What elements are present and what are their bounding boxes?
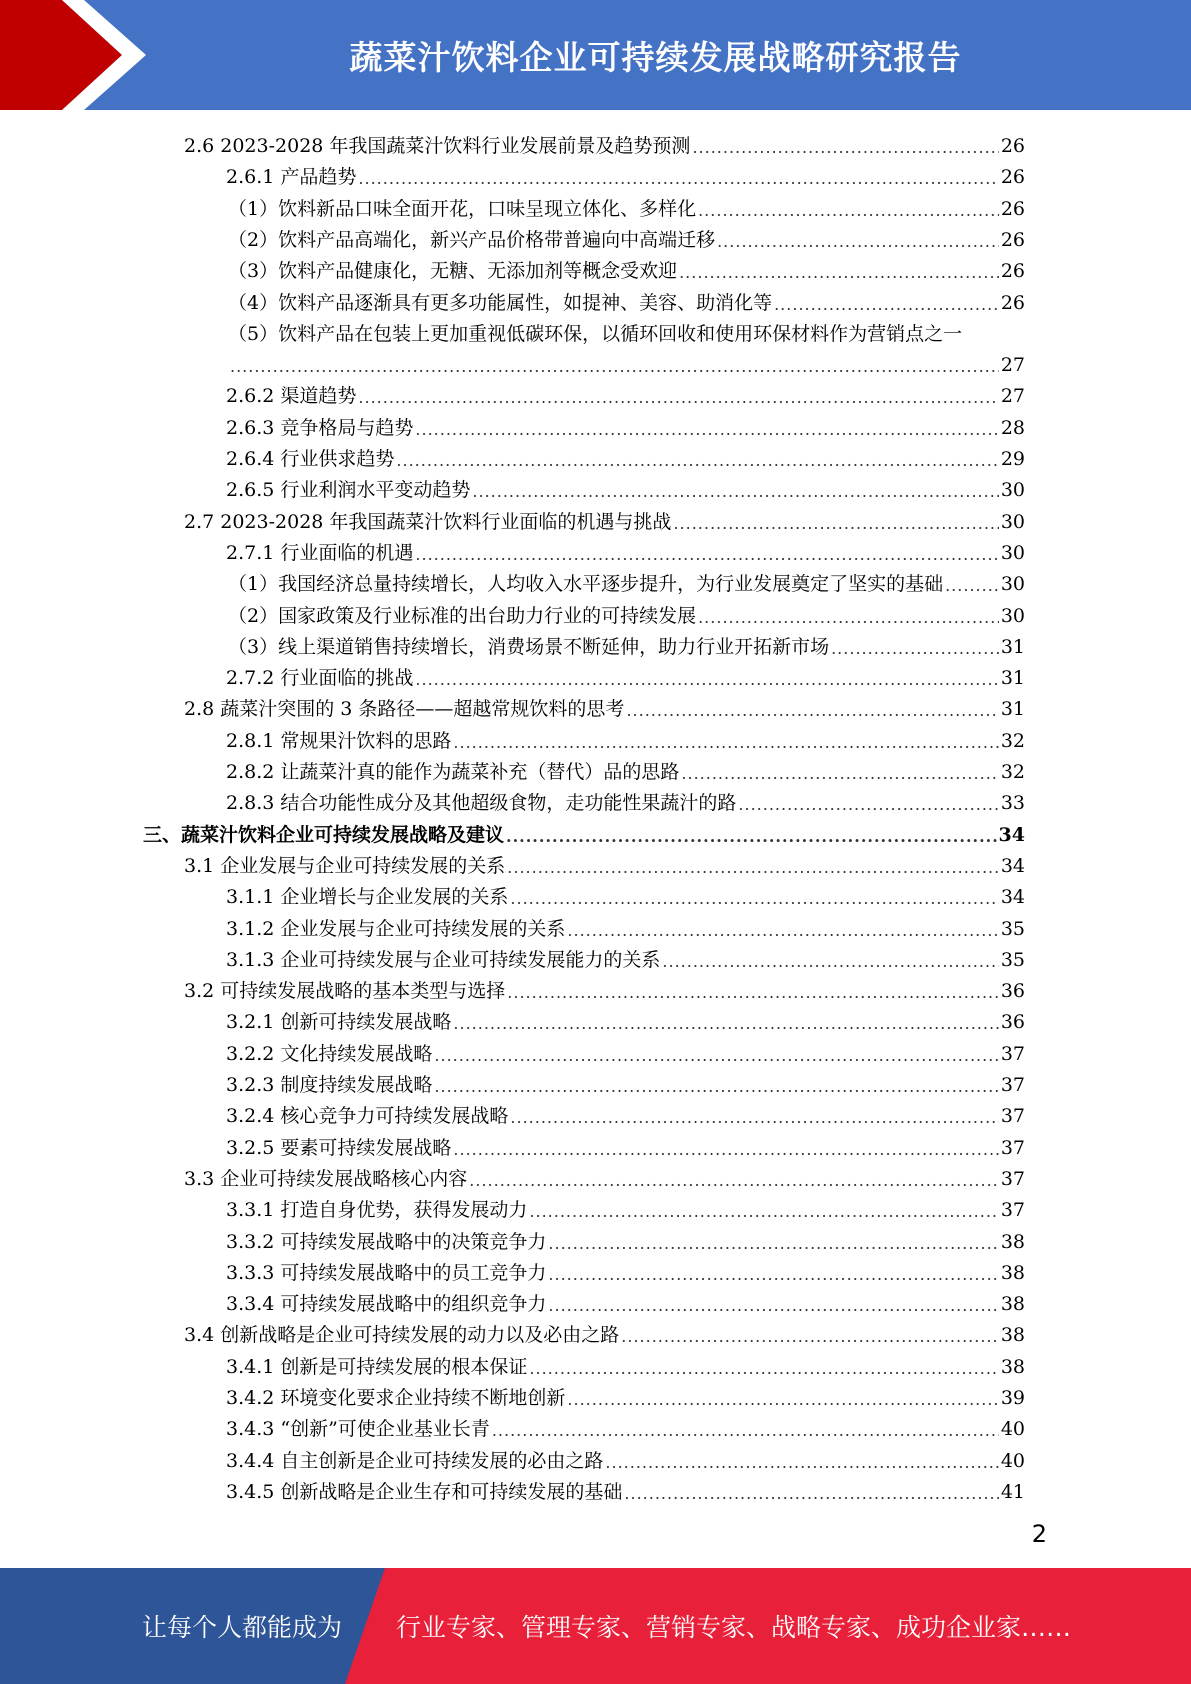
toc-entry-page: 35 [1000,948,1025,971]
page-header [0,0,1191,110]
toc-entry [184,127,1025,158]
toc-entry-page: 35 [1000,917,1025,940]
toc-dot-leader [548,1262,998,1284]
toc-entry-title: 3.4.3 “创新”可使企业基业长青 [226,1418,490,1441]
toc-dot-leader [358,166,998,188]
toc-entry-title: 2.6.5 行业利润水平变动趋势 [226,479,471,502]
toc-dot-leader [358,385,998,407]
toc-entry [226,753,1025,784]
toc-entry [226,1348,1025,1379]
toc-entry-page: 28 [1000,416,1025,439]
toc-entry-page: 26 [1000,228,1025,251]
toc-dot-leader [434,1043,998,1065]
toc-dot-leader [453,1011,998,1033]
toc-entry-title: （2）饮料产品高端化，新兴产品价格带普遍向中高端迁移 [228,228,716,251]
toc-dot-leader [548,1293,998,1315]
toc-entry [143,816,1025,847]
page-footer [0,1568,1191,1684]
toc-entry-title: 3.2.2 文化持续发展战略 [226,1042,433,1065]
toc-entry-page: 38 [1000,1324,1025,1347]
toc-dot-leader [506,824,997,846]
toc-entry [226,1003,1025,1034]
toc-dot-leader [415,417,998,439]
toc-entry-page: 30 [1000,541,1025,564]
toc-entry-title: （3）饮料产品健康化，无糖、无添加剂等概念受欢迎 [228,260,678,283]
toc-dot-leader [469,1168,999,1190]
toc-entry-page: 26 [1000,135,1025,157]
toc-dot-leader [507,980,999,1002]
toc-entry [226,1254,1025,1285]
toc-entry-page: 37 [1000,1074,1025,1096]
toc-entry-title: 3.3.1 打造自身优势，获得发展动力 [226,1199,528,1222]
toc-dot-leader [434,1074,998,1096]
toc-entry-page: 26 [1000,260,1025,283]
toc-entry-page: 38 [1000,1355,1025,1378]
toc-entry-page: 37 [1000,1136,1025,1159]
toc-entry-title: 3.4.2 环境变化要求企业持续不断地创新 [226,1387,566,1409]
toc-entry [226,1035,1025,1066]
toc-entry-title: 2.6.3 竞争格局与趋势 [226,416,414,439]
toc-entry-page: 30 [1000,479,1025,502]
toc-dot-leader [945,573,999,595]
toc-entry-title: 2.8 蔬菜汁突围的 3 条路径——超越常规饮料的思考 [184,698,625,721]
toc-entry-title: 2.6.4 行业供求趋势 [226,448,395,470]
toc-dot-leader [698,198,999,220]
toc-entry [228,628,1025,659]
toc-entry-title: 3.2.4 核心竞争力可持续发展战略 [226,1105,509,1128]
toc-entry-title: （3）线上渠道销售持续增长，消费场景不断延伸，助力行业开拓新市场 [228,635,830,658]
toc-entry [226,1223,1025,1254]
toc-entry-page: 37 [1000,1042,1025,1065]
toc-entry-page: 38 [1000,1261,1025,1284]
toc-entry-page: 36 [1000,1011,1025,1034]
toc-entry-page: 37 [1000,1199,1025,1222]
toc-dot-leader [472,479,998,501]
toc-entry-title: 3.1.2 企业发展与企业可持续发展的关系 [226,917,566,940]
toc-entry-title: 2.7 2023-2028 年我国蔬菜汁饮料行业面临的机遇与挑战 [184,510,672,533]
toc-dot-leader [415,667,998,689]
toc-dot-leader [453,730,998,752]
toc-dot-leader [230,354,999,376]
toc-entry-page: 38 [1000,1230,1025,1253]
toc-dot-leader [492,1418,999,1440]
toc-entry-page: 30 [1000,510,1025,533]
toc-entry [228,597,1025,628]
page-number: 2 [1031,1520,1047,1548]
toc-entry-page: 32 [1000,761,1025,783]
report-title: 蔬菜汁饮料企业可持续发展战略研究报告 [349,37,962,77]
toc-entry-title: 2.8.1 常规果汁饮料的思路 [226,729,452,752]
toc-dot-leader [548,1231,998,1253]
toc-entry [226,377,1025,408]
toc-dot-leader [567,918,998,940]
toc-entry [226,1066,1025,1097]
toc-entry-page: 34 [1000,886,1025,909]
toc-entry-page: 37 [1000,1105,1025,1128]
toc-dot-leader [717,229,999,251]
header-arrow-decoration [0,0,170,110]
toc-entry-title: 2.6.2 渠道趋势 [226,385,357,408]
toc-dot-leader [529,1199,998,1221]
toc-entry-title: （2）国家政策及行业标准的出台助力行业的可持续发展 [228,604,697,627]
toc-entry-page: 37 [1000,1167,1025,1190]
toc-dot-leader [738,792,998,814]
toc-entry [226,878,1025,909]
toc-entry-page: 31 [1000,635,1025,658]
toc-entry [226,1473,1025,1504]
toc-entry-page: 36 [1000,980,1025,1003]
toc-dot-leader [453,1137,998,1159]
toc-entry [228,221,1025,252]
toc-entry-page: 26 [1000,291,1025,314]
toc-entry [228,346,1025,377]
toc-entry-page: 27 [1000,385,1025,408]
toc-dot-leader [831,636,999,658]
toc-entry-page: 31 [1000,698,1025,721]
toc-entry-title: 2.8.2 让蔬菜汁真的能作为蔬菜补充（替代）品的思路 [226,761,680,783]
toc-entry-title: 3.4 创新战略是企业可持续发展的动力以及必由之路 [184,1324,620,1347]
toc-dot-leader [415,542,998,564]
toc-entry-title: 2.7.2 行业面临的挑战 [226,667,414,690]
toc-entry [226,1442,1025,1473]
toc-entry [184,690,1025,721]
toc-entry-title: （5）饮料产品在包装上更加重视低碳环保，以循环回收和使用环保材料作为营销点之一 [228,322,963,345]
toc-entry [228,315,1041,346]
toc-entry-title: 3.1 企业发展与企业可持续发展的关系 [184,854,506,877]
footer-slogan-left: 让每个人都能成为 [142,1613,343,1642]
toc-entry [226,471,1025,502]
toc-dot-leader [624,1481,998,1503]
toc-entry [226,722,1025,753]
toc-entry-title: 2.6 2023-2028 年我国蔬菜汁饮料行业发展前景及趋势预测 [184,135,691,157]
toc-entry-title: （1）饮料新品口味全面开花，口味呈现立体化、多样化 [228,197,697,220]
toc-dot-leader [510,1105,998,1127]
toc-entry-title: 3.4.5 创新战略是企业生存和可持续发展的基础 [226,1480,623,1503]
toc-entry-page: 26 [1000,197,1025,220]
toc-entry-title: （4）饮料产品逐渐具有更多功能属性，如提神、美容、助消化等 [228,291,773,314]
toc-entry [228,252,1025,283]
toc-entry-page: 33 [1000,792,1025,815]
toc-entry [226,1410,1025,1441]
toc-entry [184,503,1025,534]
toc-entry-page: 40 [1000,1449,1025,1472]
toc-dot-leader [626,698,998,720]
toc-entry-title: 3.1.1 企业增长与企业发展的关系 [226,886,509,909]
toc-dot-leader [681,761,998,783]
toc-entry [228,565,1025,596]
toc-entry-title: 3.3.4 可持续发展战略中的组织竞争力 [226,1293,547,1316]
toc-entry-page: 27 [1000,354,1025,377]
toc-entry [184,847,1025,878]
toc-entry [226,440,1025,471]
toc-entry [184,1160,1025,1191]
toc-entry [226,1379,1025,1410]
toc-entry-page: 38 [1000,1293,1025,1316]
toc-entry-title: 3.4.1 创新是可持续发展的根本保证 [226,1355,528,1378]
toc-entry-title: 2.8.3 结合功能性成分及其他超级食物，走功能性果蔬汁的路 [226,792,737,815]
toc-dot-leader [510,886,998,908]
toc-dot-leader [774,292,999,314]
toc-dot-leader [605,1450,998,1472]
toc-entry [226,158,1025,189]
toc-entry-page: 40 [1000,1418,1025,1441]
toc-entry-title: 3.3.3 可持续发展战略中的员工竞争力 [226,1261,547,1284]
toc-entry-title: 3.2.3 制度持续发展战略 [226,1074,433,1096]
toc-entry [184,1316,1025,1347]
toc-entry-title: 3.2.5 要素可持续发展战略 [226,1136,452,1159]
toc-entry-page: 34 [1000,854,1025,877]
toc-dot-leader [698,605,999,627]
toc-entry [228,284,1025,315]
toc-entry-page: 32 [1000,729,1025,752]
toc-entry [226,784,1025,815]
toc-dot-leader [567,1387,998,1409]
toc-entry-title: 3.3 企业可持续发展战略核心内容 [184,1167,468,1190]
toc-entry-page: 31 [1000,667,1025,690]
toc-entry-page: 30 [1000,573,1025,596]
toc-dot-leader [507,855,999,877]
toc-entry [184,972,1025,1003]
toc-dot-leader [662,949,998,971]
toc-entry-title: 2.7.1 行业面临的机遇 [226,541,414,564]
toc-dot-leader [621,1324,999,1346]
toc-entry [226,409,1025,440]
toc-entry [226,659,1025,690]
toc-dot-leader [673,511,998,533]
toc-entry [226,1129,1025,1160]
toc-entry-page: 29 [1000,448,1025,470]
toc-dot-leader [679,260,999,282]
toc-entry-title: 3.2 可持续发展战略的基本类型与选择 [184,980,506,1003]
toc-entry-title: 3.4.4 自主创新是企业可持续发展的必由之路 [226,1449,604,1472]
toc-dot-leader [396,448,998,470]
toc-entry-page: 39 [1000,1387,1025,1409]
toc-entry-title: 3.2.1 创新可持续发展战略 [226,1011,452,1034]
toc-entry-page: 30 [1000,604,1025,627]
toc-entry-page: 41 [1000,1480,1025,1503]
toc-entry [228,190,1025,221]
toc-entry-title: 2.6.1 产品趋势 [226,166,357,189]
toc-entry-page: 34 [998,823,1025,846]
toc-entry-title: 3.3.2 可持续发展战略中的决策竞争力 [226,1230,547,1253]
toc-entry [226,1097,1025,1128]
toc-entry [226,910,1025,941]
toc-entry-title: 3.1.3 企业可持续发展与企业可持续发展能力的关系 [226,948,661,971]
toc-dot-leader [692,135,998,157]
toc-entry [226,1285,1025,1316]
toc-entry [226,534,1025,565]
toc-entry-page: 26 [1000,166,1025,189]
toc-entry [226,1191,1025,1222]
toc-entry [226,941,1025,972]
toc-entry-title: （1）我国经济总量持续增长，人均收入水平逐步提升，为行业发展奠定了坚实的基础 [228,573,944,596]
toc-dot-leader [529,1356,998,1378]
footer-slogan-right: 行业专家、管理专家、营销专家、战略专家、成功企业家…… [396,1613,1072,1642]
toc-entry-title: 三、蔬菜汁饮料企业可持续发展战略及建议 [143,823,505,846]
